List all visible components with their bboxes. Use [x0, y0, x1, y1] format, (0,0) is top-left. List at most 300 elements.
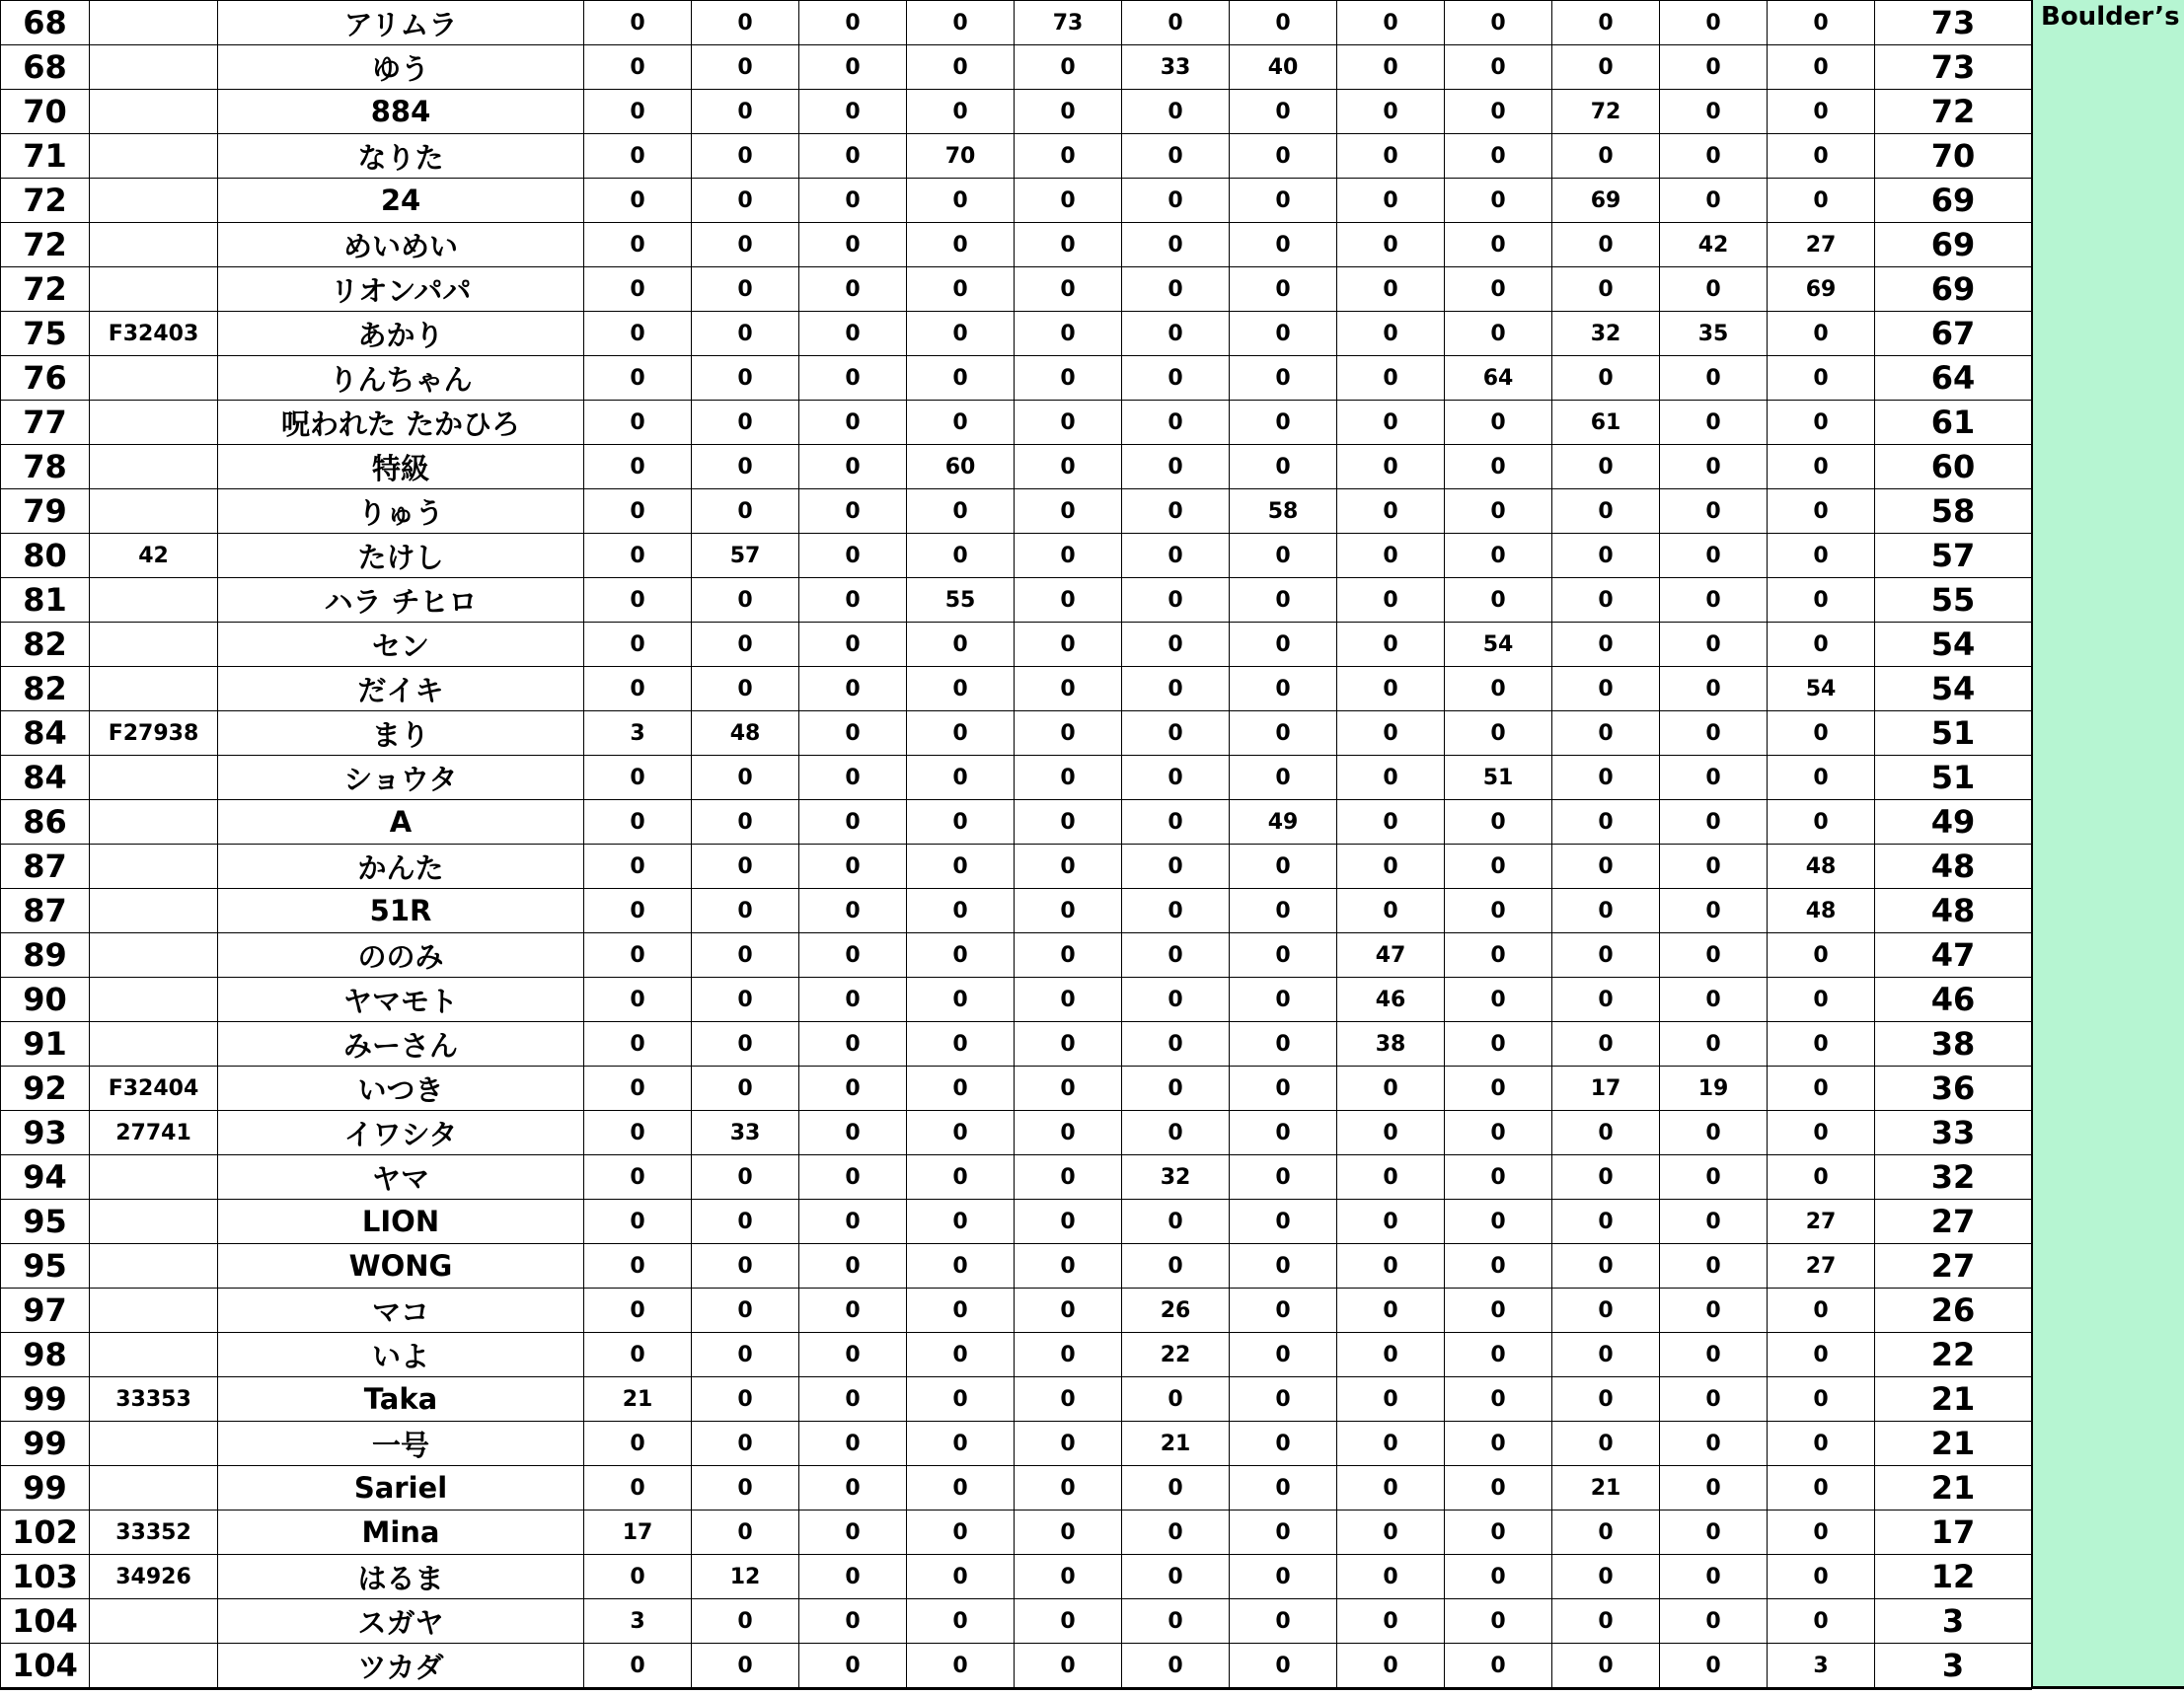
side-panel-label: Boulder’s — [2041, 2, 2180, 32]
player-name-cell: Sariel — [218, 1466, 584, 1511]
score-cell: 32 — [1122, 1155, 1230, 1200]
score-cell: 0 — [1337, 711, 1445, 756]
score-cell: 0 — [1337, 90, 1445, 134]
score-cell: 0 — [1445, 1555, 1552, 1599]
score-cell: 3 — [584, 711, 692, 756]
score-cell: 0 — [799, 267, 907, 312]
table-row — [1, 401, 2032, 445]
score-cell: 0 — [1230, 1200, 1337, 1244]
score-cell: 0 — [1337, 445, 1445, 489]
score-cell: 0 — [1015, 489, 1122, 534]
score-cell: 0 — [907, 1511, 1015, 1555]
score-cell: 0 — [584, 223, 692, 267]
score-cell: 0 — [692, 1067, 799, 1111]
score-cell: 0 — [1337, 267, 1445, 312]
score-cell: 0 — [907, 1289, 1015, 1333]
score-cell: 0 — [1552, 45, 1660, 90]
score-cell: 0 — [1768, 1022, 1875, 1067]
player-name-cell: A — [218, 800, 584, 845]
player-name-cell: ハラ チヒロ — [218, 578, 584, 623]
score-cell: 0 — [584, 889, 692, 933]
score-cell: 0 — [1337, 1289, 1445, 1333]
player-name-cell: 一号 — [218, 1422, 584, 1466]
total-cell: 49 — [1875, 800, 2032, 845]
score-cell: 0 — [799, 1244, 907, 1289]
score-cell: 0 — [1230, 401, 1337, 445]
score-cell: 0 — [1660, 90, 1768, 134]
member-id-cell — [90, 267, 218, 312]
score-cell: 0 — [1768, 1333, 1875, 1377]
score-cell: 0 — [1122, 711, 1230, 756]
member-id-cell: 33353 — [90, 1377, 218, 1422]
score-cell: 0 — [584, 978, 692, 1022]
score-cell: 0 — [907, 223, 1015, 267]
score-cell: 0 — [1768, 623, 1875, 667]
table-row — [1, 578, 2032, 623]
score-cell: 0 — [1122, 1644, 1230, 1689]
score-cell: 0 — [799, 623, 907, 667]
total-cell: 60 — [1875, 445, 2032, 489]
member-id-cell — [90, 1466, 218, 1511]
score-cell: 0 — [584, 534, 692, 578]
score-cell: 64 — [1445, 356, 1552, 401]
member-id-cell: 42 — [90, 534, 218, 578]
score-cell: 0 — [1015, 667, 1122, 711]
total-cell: 54 — [1875, 667, 2032, 711]
score-cell: 0 — [1660, 356, 1768, 401]
score-cell: 0 — [1552, 267, 1660, 312]
rank-cell: 68 — [1, 1, 90, 45]
rank-cell: 68 — [1, 45, 90, 90]
score-cell: 0 — [1552, 1289, 1660, 1333]
score-cell: 0 — [1445, 1377, 1552, 1422]
score-cell: 0 — [1230, 1289, 1337, 1333]
score-cell: 0 — [584, 1555, 692, 1599]
score-cell: 0 — [692, 845, 799, 889]
score-cell: 0 — [907, 489, 1015, 534]
score-cell: 0 — [1552, 1155, 1660, 1200]
score-cell: 0 — [1230, 356, 1337, 401]
table-row — [1, 1422, 2032, 1466]
score-cell: 0 — [692, 134, 799, 179]
member-id-cell — [90, 1422, 218, 1466]
score-cell: 0 — [907, 312, 1015, 356]
rank-cell: 104 — [1, 1644, 90, 1689]
player-name-cell: 特級 — [218, 445, 584, 489]
total-cell: 47 — [1875, 933, 2032, 978]
score-cell: 0 — [1768, 90, 1875, 134]
score-cell: 0 — [1122, 1200, 1230, 1244]
score-cell: 0 — [1337, 1555, 1445, 1599]
member-id-cell — [90, 800, 218, 845]
score-cell: 0 — [907, 889, 1015, 933]
score-cell: 0 — [1337, 356, 1445, 401]
player-name-cell: Taka — [218, 1377, 584, 1422]
rank-cell: 72 — [1, 179, 90, 223]
score-cell: 0 — [1122, 1466, 1230, 1511]
score-cell: 0 — [1015, 711, 1122, 756]
score-cell: 0 — [1230, 534, 1337, 578]
player-name-cell: たけし — [218, 534, 584, 578]
member-id-cell — [90, 1022, 218, 1067]
total-cell: 36 — [1875, 1067, 2032, 1111]
score-cell: 27 — [1768, 223, 1875, 267]
score-cell: 0 — [1768, 312, 1875, 356]
score-cell: 0 — [907, 1422, 1015, 1466]
score-cell: 0 — [907, 711, 1015, 756]
score-cell: 17 — [584, 1511, 692, 1555]
score-cell: 0 — [1768, 1377, 1875, 1422]
score-cell: 19 — [1660, 1067, 1768, 1111]
score-cell: 0 — [1015, 1067, 1122, 1111]
score-cell: 0 — [1552, 711, 1660, 756]
member-id-cell: 27741 — [90, 1111, 218, 1155]
score-cell: 0 — [907, 1333, 1015, 1377]
score-cell: 0 — [1660, 1333, 1768, 1377]
total-cell: 21 — [1875, 1422, 2032, 1466]
score-cell: 0 — [1122, 179, 1230, 223]
score-cell: 0 — [1337, 1377, 1445, 1422]
player-name-cell: いよ — [218, 1333, 584, 1377]
rank-cell: 87 — [1, 845, 90, 889]
score-cell: 0 — [1122, 1, 1230, 45]
score-cell: 0 — [799, 1067, 907, 1111]
score-cell: 0 — [1230, 1067, 1337, 1111]
score-cell: 0 — [1445, 1511, 1552, 1555]
rank-cell: 89 — [1, 933, 90, 978]
score-cell: 0 — [1445, 1200, 1552, 1244]
score-cell: 0 — [1445, 1289, 1552, 1333]
score-cell: 0 — [1552, 578, 1660, 623]
total-cell: 26 — [1875, 1289, 2032, 1333]
total-cell: 27 — [1875, 1244, 2032, 1289]
total-cell: 3 — [1875, 1599, 2032, 1644]
total-cell: 38 — [1875, 1022, 2032, 1067]
member-id-cell — [90, 578, 218, 623]
total-cell: 64 — [1875, 356, 2032, 401]
member-id-cell — [90, 1644, 218, 1689]
score-cell: 0 — [692, 978, 799, 1022]
player-name-cell: スガヤ — [218, 1599, 584, 1644]
score-cell: 0 — [584, 1466, 692, 1511]
score-cell: 0 — [584, 90, 692, 134]
rank-cell: 92 — [1, 1067, 90, 1111]
score-cell: 0 — [1015, 356, 1122, 401]
score-cell: 0 — [799, 1, 907, 45]
score-cell: 0 — [799, 667, 907, 711]
total-cell: 27 — [1875, 1200, 2032, 1244]
total-cell: 61 — [1875, 401, 2032, 445]
score-cell: 0 — [1660, 1466, 1768, 1511]
total-cell: 46 — [1875, 978, 2032, 1022]
score-cell: 0 — [1768, 356, 1875, 401]
total-cell: 32 — [1875, 1155, 2032, 1200]
score-cell: 0 — [584, 1244, 692, 1289]
score-cell: 0 — [1552, 1377, 1660, 1422]
score-cell: 0 — [1445, 800, 1552, 845]
score-cell: 0 — [1122, 401, 1230, 445]
score-cell: 0 — [1230, 134, 1337, 179]
score-cell: 0 — [584, 578, 692, 623]
score-cell: 0 — [1122, 623, 1230, 667]
score-cell: 0 — [692, 1, 799, 45]
member-id-cell — [90, 756, 218, 800]
score-cell: 0 — [1768, 179, 1875, 223]
member-id-cell — [90, 90, 218, 134]
player-name-cell: あかり — [218, 312, 584, 356]
score-cell: 0 — [1552, 623, 1660, 667]
score-cell: 33 — [1122, 45, 1230, 90]
member-id-cell: 34926 — [90, 1555, 218, 1599]
total-cell: 72 — [1875, 90, 2032, 134]
score-cell: 0 — [692, 1644, 799, 1689]
score-cell: 0 — [584, 401, 692, 445]
score-cell: 0 — [1445, 134, 1552, 179]
score-cell: 0 — [1552, 756, 1660, 800]
score-cell: 0 — [1445, 1422, 1552, 1466]
score-cell: 0 — [907, 45, 1015, 90]
score-cell: 0 — [1015, 578, 1122, 623]
score-cell: 0 — [584, 45, 692, 90]
score-cell: 0 — [1122, 1599, 1230, 1644]
table-row — [1, 889, 2032, 933]
score-cell: 0 — [1122, 534, 1230, 578]
score-cell: 0 — [1122, 578, 1230, 623]
score-cell: 0 — [1337, 800, 1445, 845]
player-name-cell: ショウタ — [218, 756, 584, 800]
score-cell: 0 — [1230, 445, 1337, 489]
score-cell: 0 — [1230, 845, 1337, 889]
score-cell: 0 — [1768, 1466, 1875, 1511]
score-cell: 0 — [1552, 534, 1660, 578]
score-cell: 0 — [692, 1333, 799, 1377]
score-cell: 0 — [1552, 1, 1660, 45]
score-cell: 0 — [1445, 1111, 1552, 1155]
score-cell: 21 — [1552, 1466, 1660, 1511]
score-cell: 17 — [1552, 1067, 1660, 1111]
score-cell: 0 — [799, 1555, 907, 1599]
score-cell: 0 — [1768, 534, 1875, 578]
table-row — [1, 90, 2032, 134]
member-id-cell: 33352 — [90, 1511, 218, 1555]
score-cell: 0 — [1230, 667, 1337, 711]
score-cell: 0 — [1015, 1555, 1122, 1599]
score-cell: 72 — [1552, 90, 1660, 134]
score-cell: 27 — [1768, 1244, 1875, 1289]
total-cell: 3 — [1875, 1644, 2032, 1689]
score-cell: 0 — [1230, 1244, 1337, 1289]
total-cell: 22 — [1875, 1333, 2032, 1377]
score-cell: 0 — [907, 356, 1015, 401]
score-cell: 0 — [907, 667, 1015, 711]
score-cell: 46 — [1337, 978, 1445, 1022]
score-cell: 0 — [692, 1289, 799, 1333]
score-cell: 0 — [1337, 1200, 1445, 1244]
score-cell: 0 — [1122, 756, 1230, 800]
score-cell: 3 — [584, 1599, 692, 1644]
table-row — [1, 134, 2032, 179]
score-cell: 0 — [1122, 312, 1230, 356]
score-cell: 0 — [1660, 1200, 1768, 1244]
total-cell: 51 — [1875, 756, 2032, 800]
score-cell: 0 — [799, 356, 907, 401]
score-cell: 0 — [1552, 845, 1660, 889]
player-name-cell: だイキ — [218, 667, 584, 711]
score-cell: 0 — [1552, 1244, 1660, 1289]
total-cell: 33 — [1875, 1111, 2032, 1155]
score-cell: 0 — [1015, 1422, 1122, 1466]
score-cell: 0 — [692, 1155, 799, 1200]
side-panel — [2031, 0, 2184, 1689]
score-cell: 0 — [1230, 1022, 1337, 1067]
rank-cell: 76 — [1, 356, 90, 401]
score-cell: 0 — [1337, 489, 1445, 534]
score-cell: 0 — [1552, 1200, 1660, 1244]
score-cell: 0 — [584, 1422, 692, 1466]
table-row — [1, 1466, 2032, 1511]
score-cell: 55 — [907, 578, 1015, 623]
member-id-cell — [90, 1200, 218, 1244]
table-row — [1, 1555, 2032, 1599]
score-cell: 0 — [692, 90, 799, 134]
score-cell: 0 — [1122, 1022, 1230, 1067]
score-cell: 0 — [584, 1333, 692, 1377]
score-cell: 0 — [1552, 889, 1660, 933]
score-cell: 0 — [1552, 667, 1660, 711]
member-id-cell — [90, 445, 218, 489]
member-id-cell — [90, 45, 218, 90]
score-cell: 0 — [1230, 933, 1337, 978]
score-cell: 0 — [584, 489, 692, 534]
total-cell: 48 — [1875, 889, 2032, 933]
member-id-cell: F32404 — [90, 1067, 218, 1111]
member-id-cell — [90, 401, 218, 445]
score-cell: 0 — [1015, 1466, 1122, 1511]
rank-cell: 72 — [1, 223, 90, 267]
table-row — [1, 1644, 2032, 1689]
table-row — [1, 45, 2032, 90]
player-name-cell: リオンパパ — [218, 267, 584, 312]
score-cell: 0 — [907, 933, 1015, 978]
score-cell: 35 — [1660, 312, 1768, 356]
score-cell: 0 — [1015, 445, 1122, 489]
score-cell: 0 — [1015, 134, 1122, 179]
score-cell: 42 — [1660, 223, 1768, 267]
score-cell: 0 — [692, 179, 799, 223]
score-cell: 0 — [1445, 401, 1552, 445]
score-cell: 0 — [799, 401, 907, 445]
score-cell: 0 — [907, 1155, 1015, 1200]
score-cell: 0 — [799, 711, 907, 756]
score-cell: 0 — [799, 179, 907, 223]
score-cell: 0 — [907, 179, 1015, 223]
score-cell: 0 — [692, 312, 799, 356]
score-cell: 0 — [1552, 223, 1660, 267]
score-cell: 0 — [799, 90, 907, 134]
score-cell: 0 — [907, 756, 1015, 800]
score-cell: 0 — [1230, 1377, 1337, 1422]
score-cell: 0 — [1552, 1422, 1660, 1466]
score-cell: 21 — [584, 1377, 692, 1422]
score-cell: 0 — [1445, 711, 1552, 756]
score-cell: 0 — [1015, 756, 1122, 800]
score-cell: 0 — [1660, 1422, 1768, 1466]
score-cell: 47 — [1337, 933, 1445, 978]
score-cell: 0 — [1445, 267, 1552, 312]
table-row — [1, 1244, 2032, 1289]
score-cell: 0 — [1015, 1644, 1122, 1689]
member-id-cell — [90, 489, 218, 534]
score-cell: 0 — [1337, 134, 1445, 179]
score-cell: 0 — [1015, 534, 1122, 578]
score-cell: 0 — [1445, 578, 1552, 623]
score-cell: 22 — [1122, 1333, 1230, 1377]
score-cell: 0 — [1015, 800, 1122, 845]
table-row — [1, 445, 2032, 489]
score-cell: 0 — [1660, 667, 1768, 711]
score-cell: 0 — [1015, 978, 1122, 1022]
table-row — [1, 800, 2032, 845]
player-name-cell: りゅう — [218, 489, 584, 534]
total-cell: 48 — [1875, 845, 2032, 889]
score-cell: 0 — [1337, 534, 1445, 578]
score-cell: 0 — [799, 445, 907, 489]
score-cell: 0 — [1660, 445, 1768, 489]
score-cell: 0 — [1768, 800, 1875, 845]
score-cell: 0 — [1230, 889, 1337, 933]
score-cell: 0 — [907, 1, 1015, 45]
score-cell: 0 — [1337, 667, 1445, 711]
score-cell: 0 — [584, 445, 692, 489]
score-cell: 0 — [1015, 90, 1122, 134]
score-cell: 0 — [1660, 401, 1768, 445]
score-cell: 0 — [584, 1200, 692, 1244]
score-cell: 0 — [799, 534, 907, 578]
score-cell: 0 — [1337, 1333, 1445, 1377]
score-cell: 0 — [1660, 1244, 1768, 1289]
score-cell: 0 — [1122, 800, 1230, 845]
rank-cell: 98 — [1, 1333, 90, 1377]
player-name-cell: ののみ — [218, 933, 584, 978]
score-cell: 0 — [584, 312, 692, 356]
score-cell: 0 — [584, 1022, 692, 1067]
score-cell: 12 — [692, 1555, 799, 1599]
score-cell: 0 — [692, 223, 799, 267]
score-cell: 0 — [1015, 1289, 1122, 1333]
score-cell: 0 — [1337, 1, 1445, 45]
score-cell: 0 — [1660, 711, 1768, 756]
member-id-cell — [90, 356, 218, 401]
score-cell: 0 — [1768, 1555, 1875, 1599]
score-cell: 0 — [1122, 267, 1230, 312]
score-cell: 0 — [1230, 711, 1337, 756]
total-cell: 73 — [1875, 1, 2032, 45]
score-cell: 0 — [1445, 933, 1552, 978]
rank-cell: 78 — [1, 445, 90, 489]
score-cell: 0 — [1122, 1511, 1230, 1555]
score-cell: 0 — [799, 1155, 907, 1200]
score-cell: 0 — [1445, 889, 1552, 933]
score-cell: 0 — [1445, 1644, 1552, 1689]
score-cell: 0 — [907, 534, 1015, 578]
score-cell: 0 — [1337, 179, 1445, 223]
score-cell: 0 — [1337, 578, 1445, 623]
score-cell: 54 — [1445, 623, 1552, 667]
score-cell: 0 — [1445, 1466, 1552, 1511]
score-cell: 0 — [1552, 1333, 1660, 1377]
score-cell: 0 — [1445, 1333, 1552, 1377]
member-id-cell — [90, 134, 218, 179]
